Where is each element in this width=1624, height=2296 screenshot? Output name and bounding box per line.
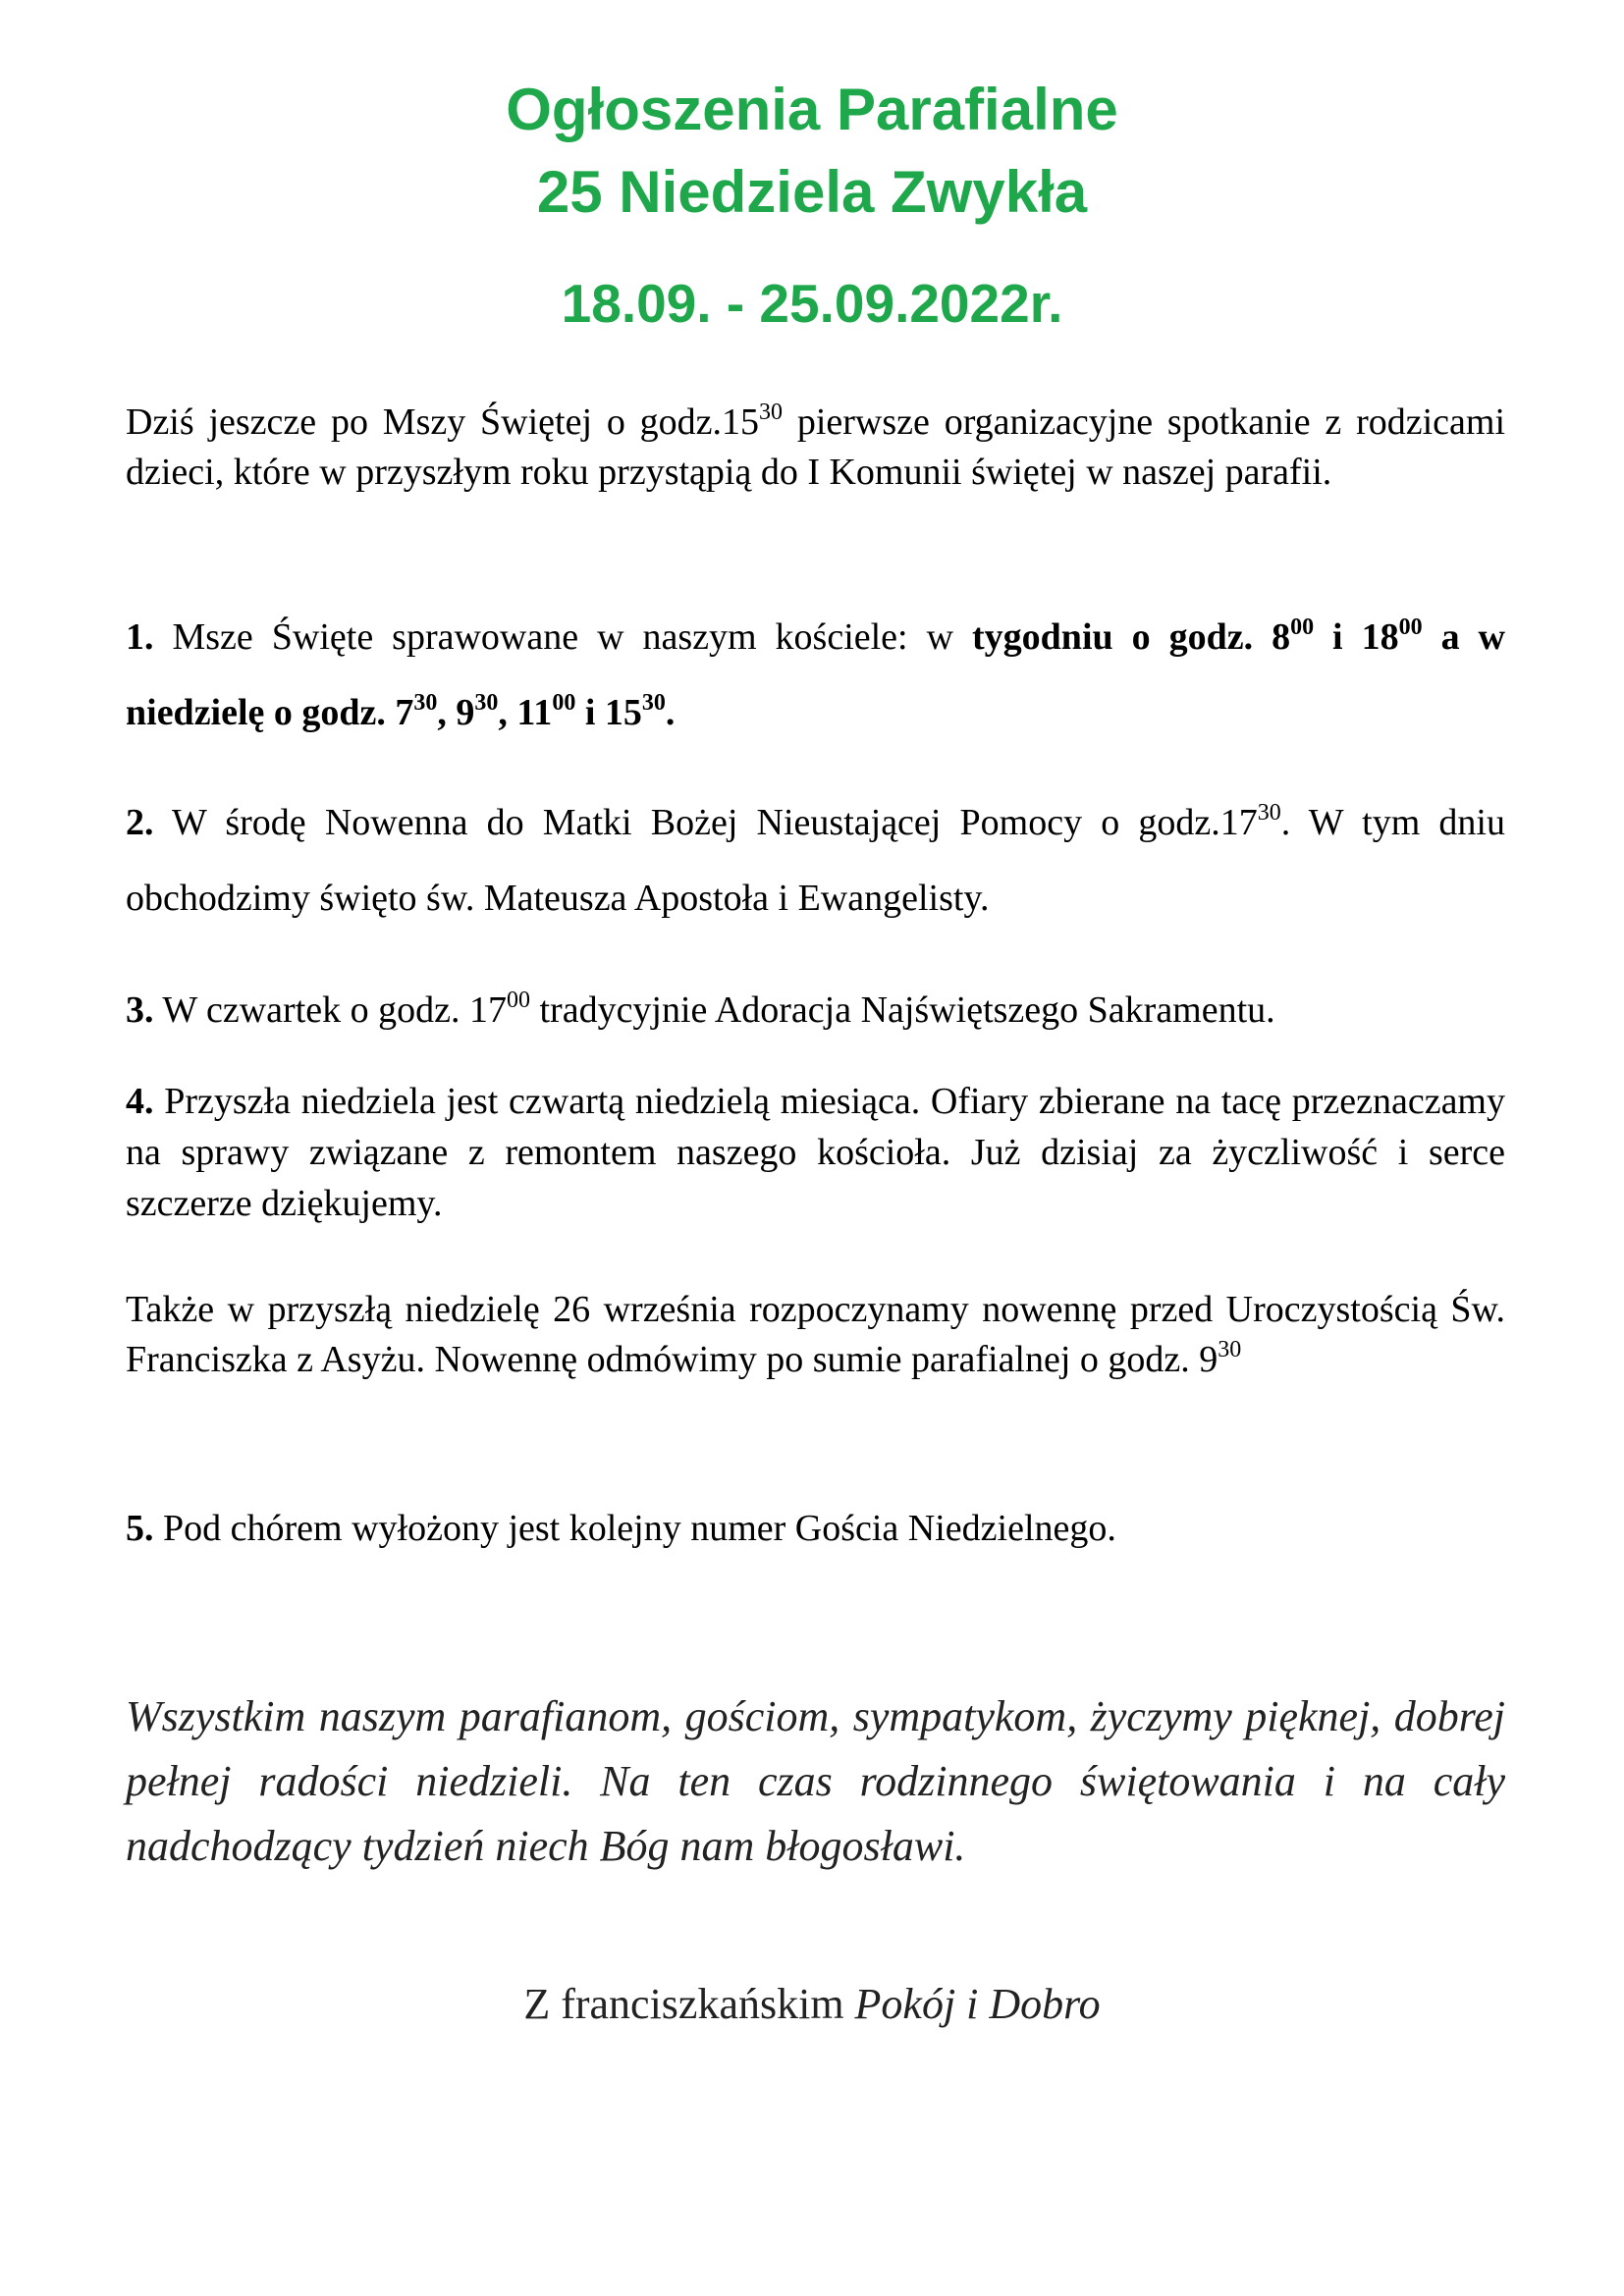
time-superscript: 30 [474, 690, 499, 716]
item-text: W środę Nowenna do Matki Bożej Nieustającej Pomocy o godz.17 [153, 802, 1258, 843]
item-number: 5. [126, 1508, 154, 1549]
announcement-item-4 [126, 1076, 1505, 1229]
announcement-item-2 [126, 785, 1505, 936]
time-superscript: 30 [1218, 1337, 1242, 1362]
novena-paragraph [126, 1285, 1505, 1385]
item-bold-text: i 15 [575, 692, 642, 733]
signoff-text: Z franciszkańskim [523, 1980, 855, 2028]
item-text: tradycyjnie Adoracja Najświętszego Sakramentu. [529, 989, 1275, 1031]
announcement-item-3 [126, 986, 1505, 1036]
item-text: Przyszła niedziela jest czwartą niedzielą miesiąca. Ofiary zbierane na tacę przeznaczamy na sprawy związane z remontem naszego kościoła. Już dzisiaj za życzliwość i serce szczerze dziękujemy. [126, 1081, 1505, 1224]
time-superscript: 00 [552, 690, 576, 716]
signoff [0, 1975, 1624, 2034]
announcement-item-1 [126, 600, 1505, 751]
time-superscript: 00 [1290, 614, 1315, 640]
item-text: . W tym dniu obchodzimy święto św. Mateusza Apostoła i Ewangelisty. [126, 802, 1505, 919]
intro-text: pierwsze organizacyjne spotkanie z rodzicami dzieci, które w przyszłym roku przystąpią do I Komunii świętej w naszej parafii. [126, 401, 1505, 493]
intro-text: Dziś jeszcze po Mszy Świętej o godz.15 [126, 401, 760, 443]
intro-time-superscript: 30 [759, 400, 784, 425]
time-superscript: 00 [506, 988, 530, 1013]
item-bold-text: . [665, 692, 676, 733]
announcement-item-5 [126, 1504, 1505, 1554]
item-bold-text: i 18 [1314, 616, 1399, 658]
item-text: Msze Święte sprawowane w naszym kościele: w [153, 616, 973, 658]
item-bold-text: , 11 [498, 692, 553, 733]
item-bold-text: , 9 [437, 692, 475, 733]
page-title: Ogłoszenia Parafialne [506, 77, 1118, 142]
time-superscript: 30 [1257, 800, 1281, 826]
intro-paragraph [126, 398, 1505, 498]
item-text: Pod chórem wyłożony jest kolejny numer Gościa Niedzielnego. [153, 1508, 1116, 1549]
time-superscript: 30 [641, 690, 666, 716]
item-text: W czwartek o godz. 17 [153, 989, 507, 1031]
item-number: 3. [126, 989, 154, 1031]
date-range: 18.09. - 25.09.2022r. [561, 273, 1063, 334]
novena-text: Także w przyszłą niedzielę 26 września rozpoczynamy nowennę przed Uroczystością Św. Franciszka z Asyżu. Nowennę odmówimy po sumie parafialnej o godz. 9 [126, 1289, 1505, 1380]
time-superscript: 00 [1398, 614, 1423, 640]
signoff-motto: Pokój i Dobro [854, 1980, 1101, 2028]
time-superscript: 30 [413, 690, 438, 716]
item-number: 1. [126, 616, 154, 658]
page-subtitle: 25 Niedziela Zwykła [536, 159, 1088, 225]
item-bold-text: tygodniu o godz. 8 [972, 616, 1291, 658]
item-number: 2. [126, 802, 154, 843]
item-number: 4. [126, 1081, 154, 1122]
closing-blessing: Wszystkim naszym parafianom, gościom, sympatykom, życzymy pięknej, dobrej pełnej radości niedzieli. Na ten czas rodzinnego świętowania i na cały nadchodzący tydzień niech Bóg nam błogosławi. [126, 1692, 1505, 1870]
item-bold-text: a w niedzielę o godz. 7 [126, 616, 1505, 733]
